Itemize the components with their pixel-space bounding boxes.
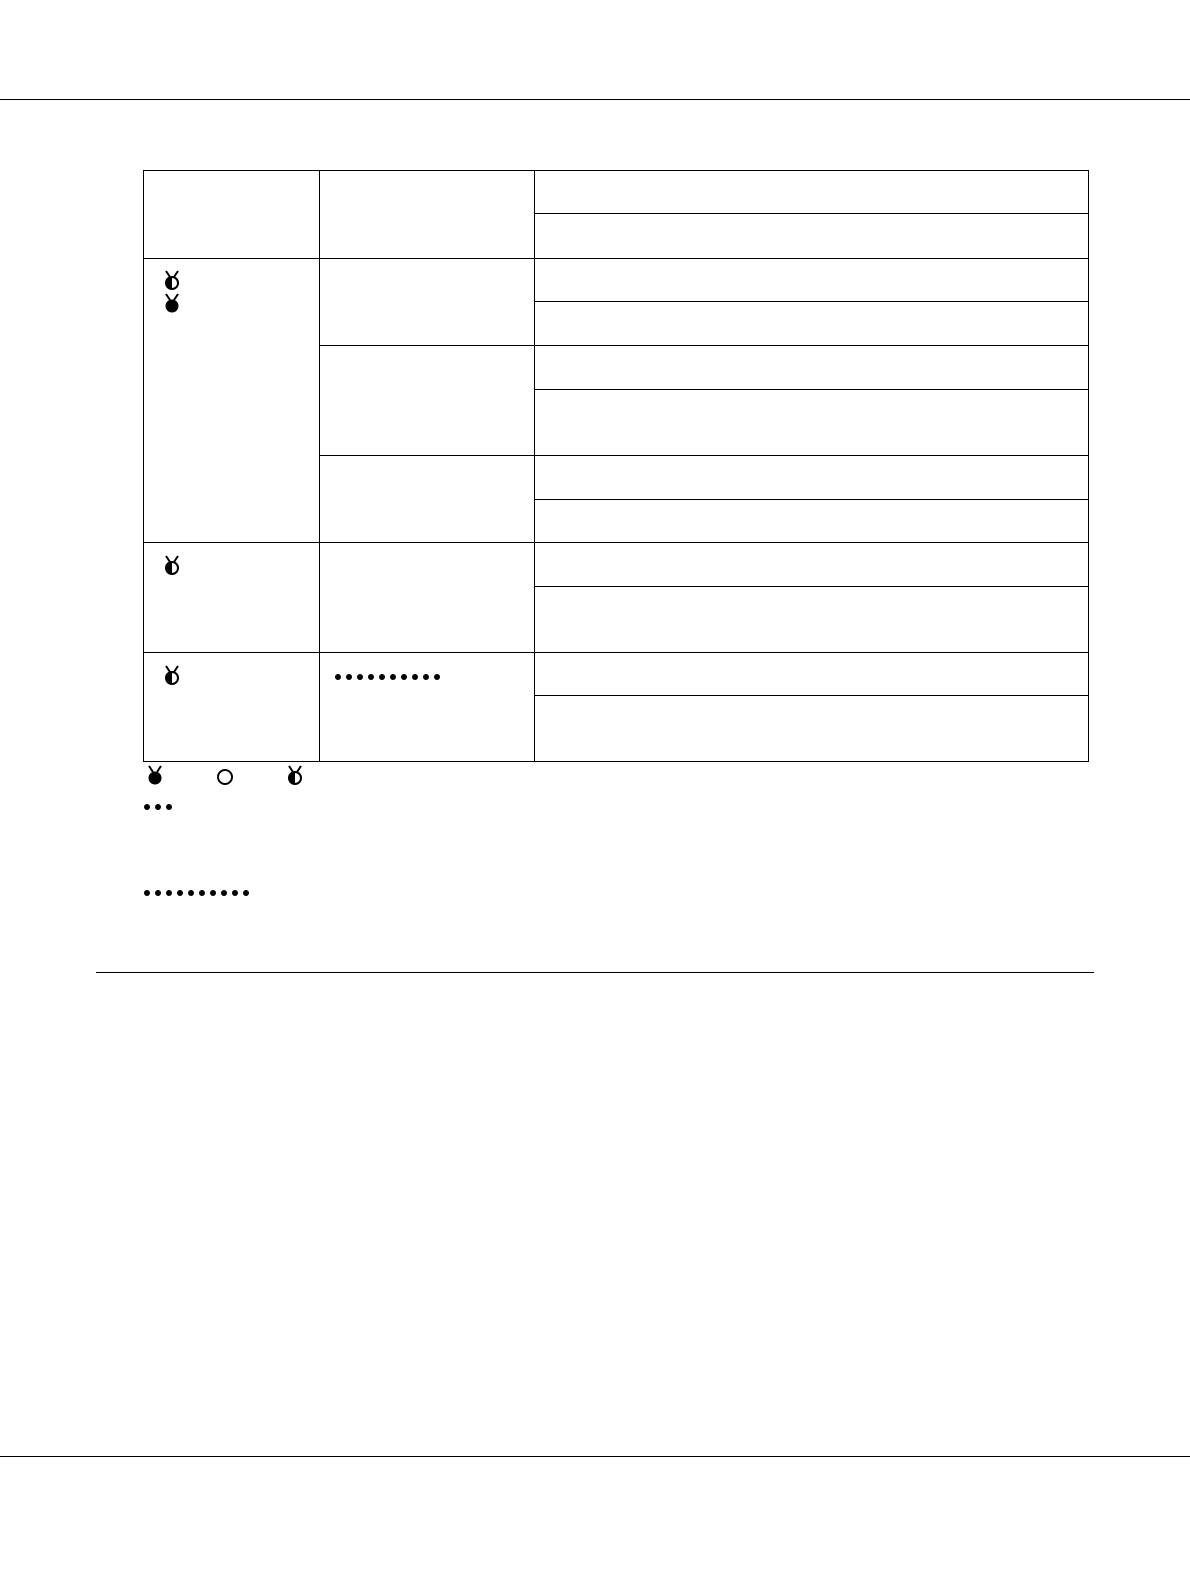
light-on-icon [144,764,166,786]
short-beep-dots [144,802,174,812]
half-light-blinking-icon [161,269,183,291]
long-beep-dots [144,888,250,898]
half-light-blinking-icon [284,764,306,786]
page-bottom-rule [0,1456,1190,1457]
long-beep-dots [335,672,441,682]
section-divider [96,972,1094,973]
light-off-icon [214,764,236,786]
half-light-blinking-icon [161,554,183,576]
light-on-icon [161,292,183,314]
half-light-blinking-icon [161,664,183,686]
page-top-rule [0,99,1190,100]
